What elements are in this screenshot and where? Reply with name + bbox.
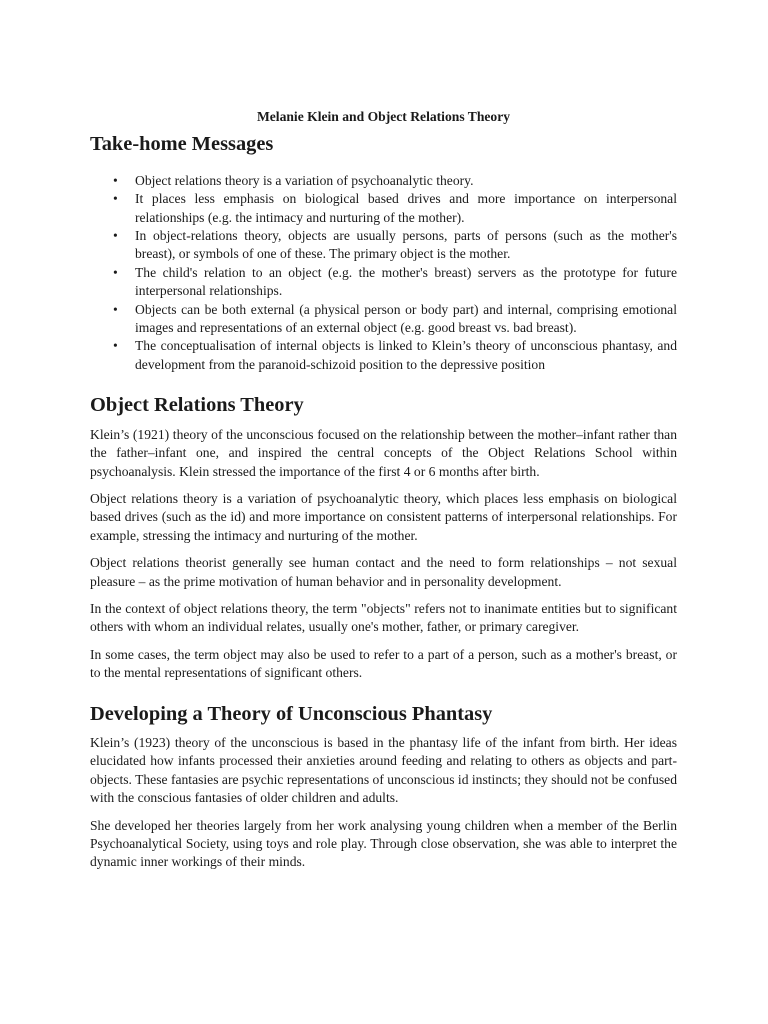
bullet-icon: • [113,172,118,188]
take-home-heading: Take-home Messages [90,133,274,156]
list-item [90,227,677,264]
bullet-icon: • [113,228,118,244]
list-item [90,172,677,190]
paragraph: Object relations theory is a variation of psychoanalytic theory, which places less emphasis on biological based drives (such as the id) and more importance on consistent patterns of interpersonal relationships. For example, stressing the intimacy and nurturing of the mother. [90,490,677,543]
list-item [90,337,677,374]
paragraph: Klein’s (1923) theory of the unconscious is based in the phantasy life of the infant from birth. Her ideas elucidated how infants processed their anxieties around feeding and relating to others as objects and part-objects. These fantasies are psychic representations of unconscious id instincts; they should not be confused with the conscious fantasies of older children and adults. [90,734,677,806]
list-item [90,301,677,338]
bullet-icon: • [113,191,118,207]
list-item-text: It places less emphasis on biological based drives and more importance on interpersonal relationships (e.g. the intimacy and nurturing of the mother). [135,191,677,225]
paragraph: Object relations theorist generally see human contact and the need to form relationships – not sexual pleasure – as the prime motivation of human behavior and in personality development. [90,555,677,589]
document-title: Melanie Klein and Object Relations Theory [256,109,511,124]
list-item-text: The child's relation to an object (e.g. the mother's breast) servers as the prototype for future interpersonal relationships. [135,264,677,299]
paragraph: Klein’s (1921) theory of the unconscious focused on the relationship between the mother–infant rather than the father–infant one, and inspired the central concepts of the Object Relations School within psychoanalysis. Klein stressed the importance of the first 4 or 6 months after birth. [90,426,677,479]
list-item-text: In object-relations theory, objects are usually persons, parts of persons (such as the mother's breast), or symbols of one of these. The primary object is the mother. [135,228,677,262]
document-page [90,108,677,881]
bullet-icon: • [113,338,118,354]
paragraph: She developed her theories largely from her work analysing young children when a member of the Berlin Psychoanalytical Society, using toys and role play. Through close observation, she was able to interpret the dynamic inner workings of their minds. [90,817,677,870]
phantasy-section [90,702,677,872]
list-item-text: Object relations theory is a variation of psychoanalytic theory. [135,172,474,188]
paragraph: In some cases, the term object may also be used to refer to a part of a person, such as a mother's breast, or to the mental representations of significant others. [90,646,677,681]
list-item-text: The conceptualisation of internal objects is linked to Klein’s theory of unconscious phantasy, and development from the paranoid-schizoid position to the depressive position [135,338,677,372]
bullet-icon: • [113,264,118,280]
list-item [90,264,677,301]
phantasy-heading: Developing a Theory of Unconscious Phantasy [90,702,493,725]
list-item-text: Objects can be both external (a physical person or body part) and internal, comprising emotional images and representations of an external object (e.g. good breast vs. bad breast). [135,301,677,336]
take-home-list [90,172,677,374]
object-relations-section [90,396,677,682]
object-relations-heading: Object Relations Theory [90,394,304,417]
take-home-section [90,135,677,374]
paragraph: In the context of object relations theory, the term "objects" refers not to inanimate entities but to significant others with whom an individual relates, usually one's mother, father, or primary caregiver. [90,600,677,635]
bullet-icon: • [113,301,118,317]
list-item [90,190,677,227]
